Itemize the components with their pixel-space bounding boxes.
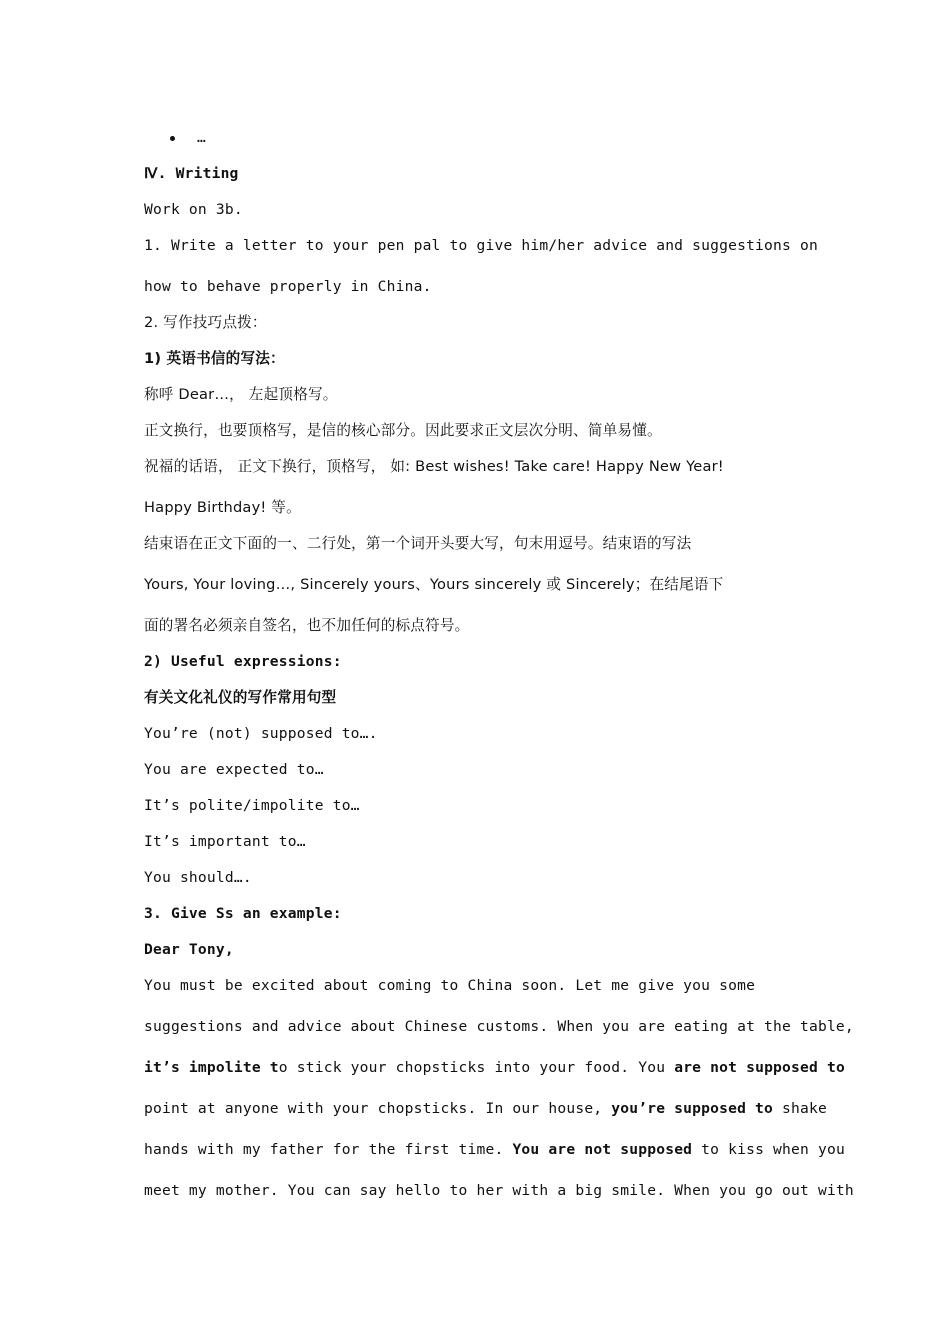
letter-text: point at anyone with your chopsticks. In our house, <box>144 1100 612 1117</box>
letter-line5 <box>144 1140 845 1160</box>
letter-text: hands with my father for the first time. <box>144 1141 513 1158</box>
body-rule: 正文换行，也要顶格写，是信的核心部分。因此要求正文层次分明、简单易懂。 <box>144 422 662 439</box>
sub1-title: 1) 英语书信的写法： <box>144 350 285 367</box>
highlight-phrase: You are not supposed <box>512 1141 693 1158</box>
closing-line3: 面的署名必须亲自签名，也不加任何的标点符号。 <box>144 617 470 634</box>
letter-text: o stick your chopsticks into your food. You <box>278 1059 675 1076</box>
letter-line2: suggestions and advice about Chinese customs. When you are eating at the table, <box>144 1018 854 1035</box>
expressions-title: 有关文化礼仪的写作常用句型 <box>144 689 337 706</box>
wishes-line1: 祝福的话语， 正文下换行，顶格写， 如: Best wishes! Take care! Happy New Year! <box>144 458 724 475</box>
closing-line1: 结束语在正文下面的一、二行处，第一个词开头要大写，句末用逗号。结束语的写法 <box>144 535 692 552</box>
highlight-phrase: you’re supposed to <box>611 1100 774 1117</box>
letter-line3 <box>144 1058 845 1078</box>
work-on-line: Work on 3b. <box>144 201 243 218</box>
wishes-line2: Happy Birthday! 等。 <box>144 499 301 516</box>
expression-item: You should…. <box>144 869 252 886</box>
sub2-title: 2) Useful expressions: <box>144 653 342 670</box>
task2-title: 2. 写作技巧点拨： <box>144 314 267 331</box>
expression-item: You are expected to… <box>144 761 324 778</box>
expression-item: You’re (not) supposed to…. <box>144 725 378 742</box>
letter-text: shake <box>773 1100 827 1117</box>
closing-line2: Yours, Your loving…, Sincerely yours、Yours sincerely 或 Sincerely；在结尾语下 <box>144 576 724 593</box>
letter-greeting: Dear Tony, <box>144 941 234 958</box>
letter-line6: meet my mother. You can say hello to her with a big smile. When you go out with <box>144 1182 854 1199</box>
expression-item: It’s polite/impolite to… <box>144 797 360 814</box>
expression-item: It’s important to… <box>144 833 306 850</box>
bullet-item: … <box>170 128 206 148</box>
letter-line1: You must be excited about coming to China soon. Let me give you some <box>144 977 756 994</box>
task1-line1: 1. Write a letter to your pen pal to give him/her advice and suggestions on <box>144 237 818 254</box>
section-title: Ⅳ. Writing <box>144 165 239 182</box>
highlight-phrase: are not supposed to <box>674 1059 845 1076</box>
bullet-dot-icon <box>170 136 175 141</box>
task3-title: 3. Give Ss an example: <box>144 905 342 922</box>
task1-line2: how to behave properly in China. <box>144 278 432 295</box>
letter-line4 <box>144 1099 827 1119</box>
salutation-rule: 称呼 Dear…， 左起顶格写。 <box>144 386 338 403</box>
highlight-phrase: it’s impolite t <box>144 1059 279 1076</box>
letter-text: to kiss when you <box>692 1141 845 1158</box>
